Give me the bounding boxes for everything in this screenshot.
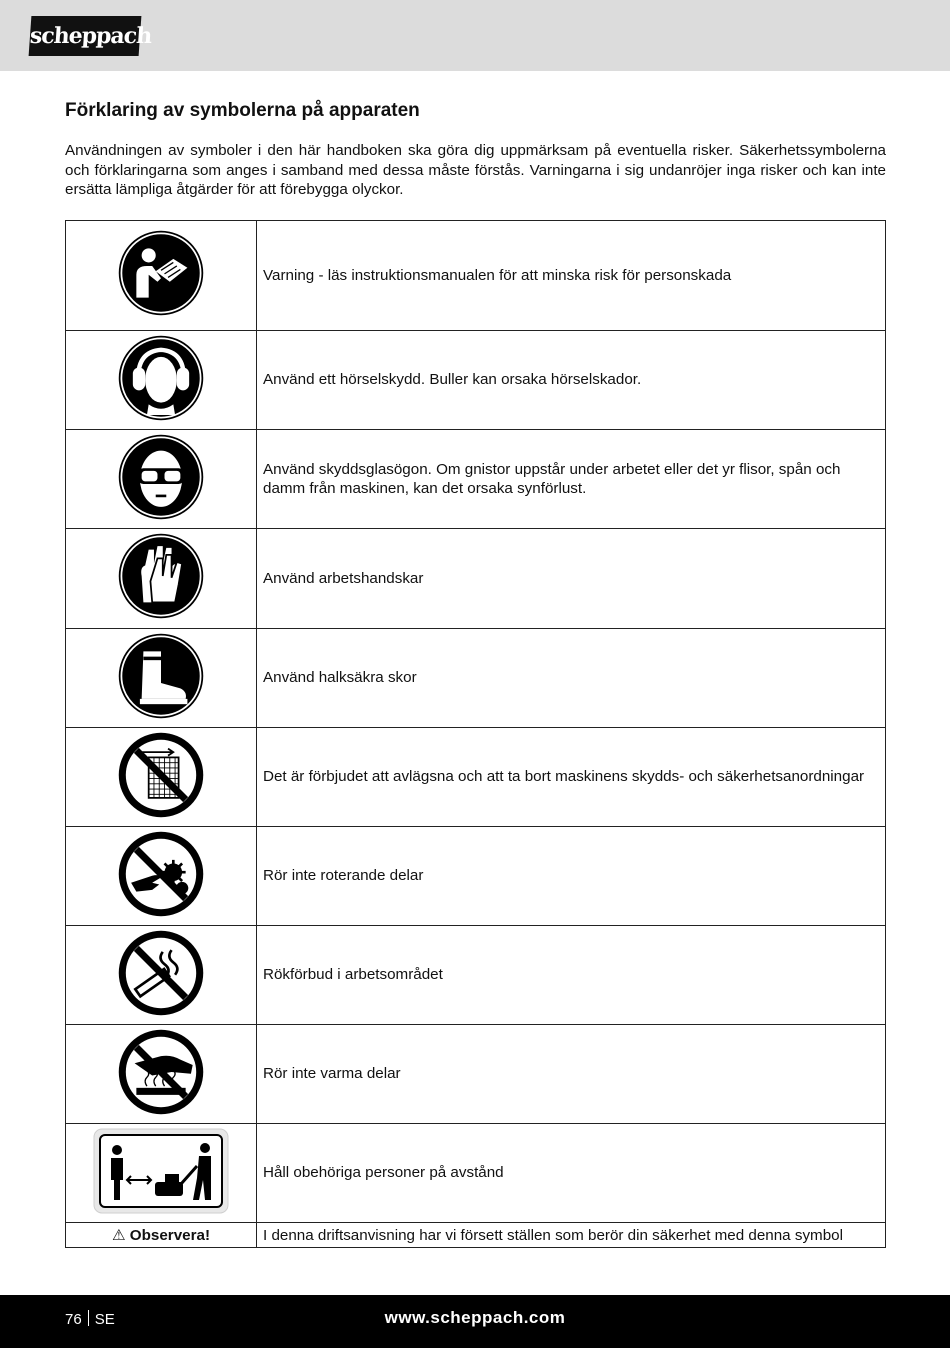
symbol-description: Rör inte roterande delar <box>257 827 886 926</box>
intro-paragraph: Användningen av symboler i den här handboken ska göra dig uppmärksam på eventuella risker. Säkerhetssymbolerna och förklaringarna som anges i samband med dessa måste förstås. Varningarna i sig undanröjer inga risker och kan inte ersätta lämpliga åtgärder för att förebygga olyckor. <box>65 142 886 198</box>
page-title: Förklaring av symbolerna på apparaten <box>65 100 420 121</box>
no-touch-rotating-icon <box>117 830 205 918</box>
table-row <box>66 221 886 331</box>
symbol-description: Använd skyddsglasögon. Om gnistor uppstår under arbetet eller det yr flisor, spån och damm från maskinen, kan det orsaka synförlust. <box>257 430 886 529</box>
read-manual-icon <box>117 229 205 317</box>
table-row <box>66 926 886 1025</box>
symbol-description: Använd arbetshandskar <box>257 529 886 629</box>
note-text: I denna driftsanvisning har vi försett ställen som berör din säkerhet med denna symbol <box>257 1223 886 1248</box>
table-row <box>66 827 886 926</box>
website-url: www.scheppach.com <box>384 1308 566 1327</box>
header-bar <box>0 0 950 71</box>
symbol-description: Använd halksäkra skor <box>257 629 886 728</box>
symbol-description: Varning - läs instruktionsmanualen för att minska risk för personskada <box>257 221 886 331</box>
page-number: 76 <box>65 1311 82 1328</box>
safety-goggles-icon <box>117 433 205 521</box>
symbol-description: Rökförbud i arbetsområdet <box>257 926 886 1025</box>
work-gloves-icon <box>117 532 205 620</box>
table-row <box>66 430 886 529</box>
symbol-description: Använd ett hörselskydd. Buller kan orsaka hörselskador. <box>257 331 886 430</box>
main-content <box>65 98 886 200</box>
symbol-description: Rör inte varma delar <box>257 1025 886 1124</box>
table-row <box>66 1124 886 1223</box>
safety-boots-icon <box>117 632 205 720</box>
table-row <box>66 331 886 430</box>
hearing-protection-icon <box>117 334 205 422</box>
no-remove-guard-icon <box>117 731 205 819</box>
language-code: SE <box>94 1311 115 1328</box>
note-label: ⚠ Observera! <box>66 1223 257 1248</box>
keep-distance-sign-icon <box>93 1128 229 1214</box>
table-row <box>66 1025 886 1124</box>
table-row <box>66 728 886 827</box>
symbol-description: Det är förbjudet att avlägsna och att ta bort maskinens skydds- och säkerhetsanordningar <box>257 728 886 827</box>
table-row <box>66 629 886 728</box>
footer-bar <box>0 1295 950 1348</box>
table-row <box>66 529 886 629</box>
no-smoking-icon <box>117 929 205 1017</box>
symbol-table <box>65 220 886 1248</box>
brand-logo: scheppach <box>29 16 142 56</box>
note-row <box>66 1223 886 1248</box>
symbol-description: Håll obehöriga personer på avstånd <box>257 1124 886 1223</box>
no-touch-hot-icon <box>117 1028 205 1116</box>
